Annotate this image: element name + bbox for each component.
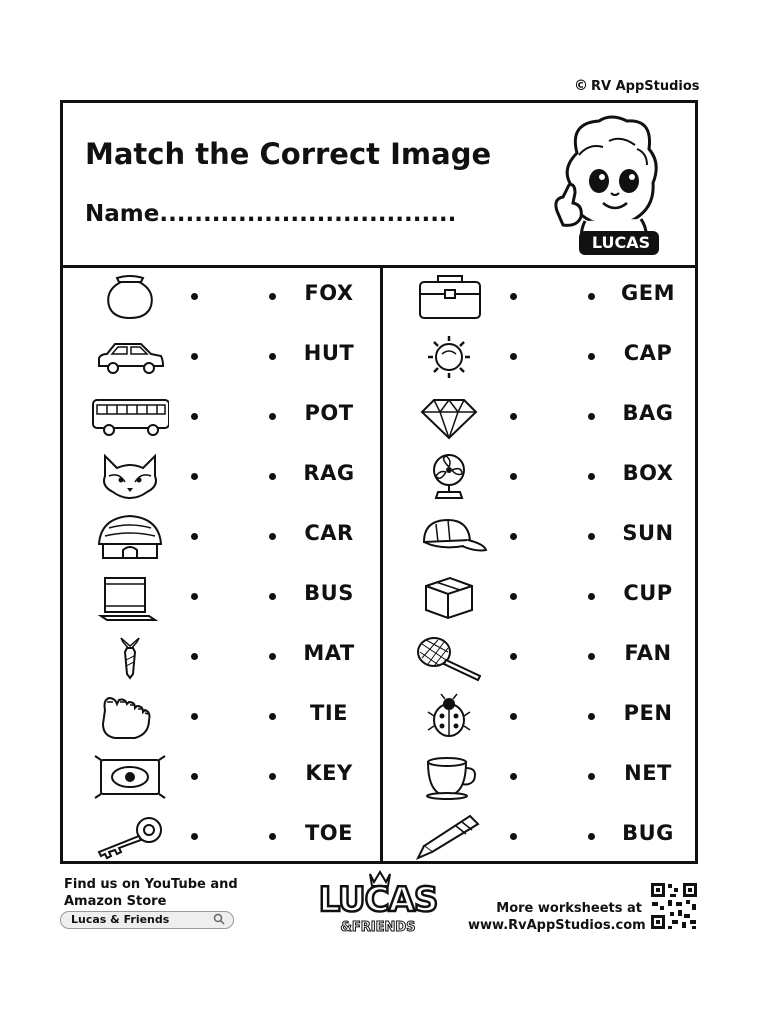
match-dot-right[interactable]: [588, 653, 595, 660]
match-word: NET: [624, 761, 672, 785]
match-row: [63, 627, 379, 687]
match-word: MAT: [303, 641, 355, 665]
match-dot-left[interactable]: [191, 473, 198, 480]
match-dot-right[interactable]: [588, 413, 595, 420]
match-row: [63, 447, 379, 507]
match-dot-left[interactable]: [191, 353, 198, 360]
mat-icon: [91, 572, 169, 622]
match-word: SUN: [622, 521, 674, 545]
match-word: FOX: [304, 281, 354, 305]
match-row: [382, 567, 698, 627]
fan-icon: [410, 452, 488, 502]
match-row: [382, 747, 698, 807]
match-dot-left[interactable]: [191, 293, 198, 300]
match-dot-right[interactable]: [588, 713, 595, 720]
tie-icon: [91, 632, 169, 682]
page-title: Match the Correct Image: [85, 137, 492, 171]
cap-icon: [410, 512, 488, 562]
pen-icon: [410, 812, 488, 862]
match-row: [63, 327, 379, 387]
match-dot-right[interactable]: [588, 773, 595, 780]
match-row: [382, 387, 698, 447]
cup-icon: [410, 752, 488, 802]
pot-icon: [91, 272, 169, 322]
match-word: BOX: [622, 461, 674, 485]
match-row: [63, 387, 379, 447]
gem-icon: [410, 392, 488, 442]
match-word: BUG: [622, 821, 674, 845]
match-row: [382, 627, 698, 687]
match-dot-right[interactable]: [269, 293, 276, 300]
match-dot-left[interactable]: [510, 533, 517, 540]
match-word: CUP: [623, 581, 673, 605]
hut-icon: [91, 512, 169, 562]
rag-icon: [91, 752, 169, 802]
match-dot-right[interactable]: [269, 533, 276, 540]
match-row: [63, 267, 379, 327]
match-word: HUT: [303, 341, 355, 365]
website-link[interactable]: www.RvAppStudios.com: [468, 918, 646, 933]
match-dot-right[interactable]: [269, 353, 276, 360]
toe-icon: [91, 692, 169, 742]
qr-code-icon: [650, 882, 698, 930]
match-word: TOE: [304, 821, 354, 845]
match-dot-left[interactable]: [510, 293, 517, 300]
worksheet-frame: [60, 100, 698, 864]
mascot-label: LUCAS: [591, 233, 651, 252]
match-word: CAP: [623, 341, 673, 365]
match-dot-left[interactable]: [191, 833, 198, 840]
match-word: FAN: [624, 641, 672, 665]
match-dot-left[interactable]: [191, 773, 198, 780]
match-word: KEY: [305, 761, 353, 785]
match-word: TIE: [310, 701, 348, 725]
match-dot-left[interactable]: [510, 773, 517, 780]
search-bar: Lucas & Friends: [60, 911, 234, 929]
left-column: [63, 267, 379, 867]
match-row: [63, 567, 379, 627]
match-dot-right[interactable]: [588, 353, 595, 360]
search-icon: [213, 913, 225, 928]
bug-icon: [410, 692, 488, 742]
match-row: [382, 687, 698, 747]
match-word: CAR: [304, 521, 354, 545]
match-dot-right[interactable]: [269, 653, 276, 660]
logo-main-text: LUCAS: [318, 880, 438, 920]
match-dot-right[interactable]: [588, 833, 595, 840]
fox-icon: [91, 452, 169, 502]
logo-sub-text: &FRIENDS: [340, 920, 416, 935]
box-icon: [410, 572, 488, 622]
copyright-icon: ©: [574, 78, 588, 94]
match-row: [382, 447, 698, 507]
match-dot-right[interactable]: [588, 533, 595, 540]
match-row: [63, 687, 379, 747]
bus-icon: [91, 392, 169, 442]
match-row: [382, 327, 698, 387]
match-word: RAG: [303, 461, 355, 485]
match-word: GEM: [621, 281, 675, 305]
match-dot-left[interactable]: [510, 833, 517, 840]
worksheet-header: [63, 103, 695, 268]
match-word: POT: [304, 401, 354, 425]
match-row: [63, 807, 379, 867]
net-icon: [410, 632, 488, 682]
match-word: PEN: [623, 701, 673, 725]
lucas-friends-logo: [318, 870, 438, 940]
copyright-notice: © RV AppStudios: [574, 78, 700, 94]
match-dot-left[interactable]: [510, 713, 517, 720]
match-dot-right[interactable]: [269, 833, 276, 840]
more-worksheets-text: More worksheets at www.RvAppStudios.com: [468, 901, 646, 933]
match-dot-left[interactable]: [191, 533, 198, 540]
match-row: [382, 807, 698, 867]
match-dot-left[interactable]: [510, 593, 517, 600]
match-dot-right[interactable]: [588, 293, 595, 300]
match-row: [382, 267, 698, 327]
name-field: Name..................................: [85, 201, 457, 227]
match-dot-right[interactable]: [269, 593, 276, 600]
key-icon: [91, 812, 169, 862]
match-word: BUS: [304, 581, 354, 605]
match-dot-left[interactable]: [510, 413, 517, 420]
match-word: BAG: [622, 401, 674, 425]
match-dot-left[interactable]: [510, 653, 517, 660]
match-dot-right[interactable]: [269, 413, 276, 420]
car-icon: [91, 332, 169, 382]
match-dot-left[interactable]: [510, 353, 517, 360]
match-dot-right[interactable]: [269, 473, 276, 480]
find-us-text: Find us on YouTube and Amazon Store: [64, 877, 238, 909]
match-row: [382, 507, 698, 567]
right-column: [382, 267, 698, 867]
match-dot-left[interactable]: [191, 413, 198, 420]
bag-icon: [410, 272, 488, 322]
match-dot-right[interactable]: [588, 473, 595, 480]
match-dot-right[interactable]: [269, 713, 276, 720]
match-dot-left[interactable]: [191, 593, 198, 600]
match-row: [63, 507, 379, 567]
sun-icon: [410, 332, 488, 382]
match-dot-right[interactable]: [269, 773, 276, 780]
match-dot-left[interactable]: [191, 713, 198, 720]
match-dot-right[interactable]: [588, 593, 595, 600]
match-dot-left[interactable]: [191, 653, 198, 660]
match-dot-left[interactable]: [510, 473, 517, 480]
match-row: [63, 747, 379, 807]
